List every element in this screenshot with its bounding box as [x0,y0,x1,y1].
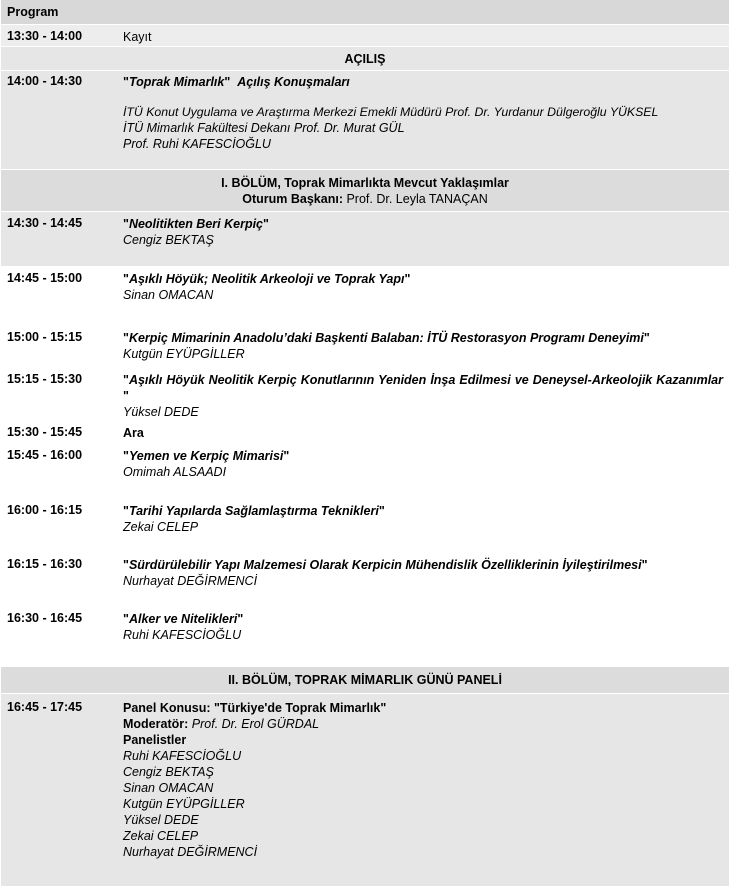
session-speaker: Yüksel DEDE [123,405,199,419]
moderator-label: Moderatör: [123,717,189,731]
session-speaker: Zekai CELEP [123,520,199,534]
session-speaker: Ruhi KAFESCİOĞLU [123,628,242,642]
panel-topic: "Türkiye'de Toprak Mimarlık" [214,701,387,715]
session-speaker: Nurhayat DEĞİRMENCİ [123,574,258,588]
schedule-row: 15:45 - 16:00 "Yemen ve Kerpiç Mimarisi" Omimah ALSAADI [1,445,729,500]
time-label: 16:00 - 16:15 [7,503,83,517]
program-header-row [1,0,729,25]
panelist-name: Sinan OMACAN [123,781,214,795]
moderator-name: Prof. Dr. Erol GÜRDAL [191,717,320,731]
session-title: Neolitikten Beri Kerpiç [128,217,264,231]
schedule-row: 14:45 - 15:00 "Aşıklı Höyük; Neolitik Arkeoloji ve Toprak Yapı" Sinan OMACAN [1,267,729,324]
session-title: Kerpiç Mimarinin Anadolu’daki Başkenti Balaban: İTÜ Restorasyon Programı Deneyimi [128,331,644,345]
schedule-row-opening [1,71,729,170]
time-label: 16:45 - 17:45 [7,700,83,714]
opening-speaker: İTÜ Mimarlık Fakültesi Dekanı Prof. Dr. Murat GÜL [123,121,405,135]
panelist-name: Kutgün EYÜPGİLLER [123,797,245,811]
schedule-row: 16:00 - 16:15 "Tarihi Yapılarda Sağlamlaştırma Teknikleri" Zekai CELEP [1,500,729,553]
time-label: 15:30 - 15:45 [7,425,83,439]
kayit-text: Kayıt [123,30,152,44]
session-speaker: Kutgün EYÜPGİLLER [123,347,245,361]
time-label: 15:15 - 15:30 [7,372,83,386]
session-title: Yemen ve Kerpiç Mimarisi [128,449,284,463]
session-speaker: Omimah ALSAADI [123,465,227,479]
opening-subtitle: Açılış Konuşmaları [237,75,350,89]
schedule-row-panel [1,694,729,886]
panelist-name: Ruhi KAFESCİOĞLU [123,749,242,763]
session-title: Sürdürülebilir Yapı Malzemesi Olarak Kerpicin Mühendislik Özelliklerinin İyileştirilmesi [128,558,642,572]
time-label: 16:30 - 16:45 [7,611,83,625]
opening-heading-row [1,47,729,71]
session-title: Aşıklı Höyük Neolitik Kerpiç Konutlarının Yeniden İnşa Edilmesi ve Deneysel-Arkeolojik Kazanımlar [128,373,723,387]
panelist-name: Nurhayat DEĞİRMENCİ [123,845,258,859]
program-table [1,0,729,886]
opening-speaker: Prof. Ruhi KAFESCİOĞLU [123,137,271,151]
time-label: 14:45 - 15:00 [7,271,83,285]
time-label: 15:00 - 15:15 [7,330,83,344]
section2-heading: II. BÖLÜM, TOPRAK MİMARLIK GÜNÜ PANELİ [228,673,502,687]
schedule-row: 14:30 - 14:45 "Neolitikten Beri Kerpiç" Cengiz BEKTAŞ [1,212,729,267]
time-label: 15:45 - 16:00 [7,448,83,462]
opening-heading: AÇILIŞ [344,52,386,66]
session-title: Tarihi Yapılarda Sağlamlaştırma Teknikleri [128,504,379,518]
opening-title: Toprak Mimarlık [128,75,225,89]
session-title: Aşıklı Höyük; Neolitik Arkeoloji ve Toprak Yapı [128,272,405,286]
section1-heading-row [1,170,729,212]
section1-title: I. BÖLÜM, Toprak Mimarlıkta Mevcut Yaklaşımlar [221,176,509,190]
chair-label: Oturum Başkanı: [242,192,343,206]
schedule-row: 16:30 - 16:45 "Alker ve Nitelikleri" Ruhi KAFESCİOĞLU [1,607,729,667]
schedule-row-kayit [1,25,729,47]
schedule-row: 15:00 - 15:15 "Kerpiç Mimarinin Anadolu’daki Başkenti Balaban: İTÜ Restorasyon Programı Deneyimi" Kutgün EYÜPGİLLER [1,324,729,367]
time-label: 16:15 - 16:30 [7,557,83,571]
program-label: Program [7,5,59,19]
panelist-name: Zekai CELEP [123,829,199,843]
panelist-name: Yüksel DEDE [123,813,199,827]
session-title: Alker ve Nitelikleri [128,612,238,626]
panelists-label: Panelistler [123,733,187,747]
panelist-name: Cengiz BEKTAŞ [123,765,214,779]
schedule-row-break [1,421,729,445]
schedule-row: 16:15 - 16:30 "Sürdürülebilir Yapı Malzemesi Olarak Kerpicin Mühendislik Özelliklerinin İyileştirilmesi" Nurhayat DEĞİRMENCİ [1,553,729,607]
opening-speaker: İTÜ Konut Uygulama ve Araştırma Merkezi Emekli Müdürü Prof. Dr. Yurdanur Dülgeroğlu YÜKSEL [123,105,659,119]
panel-content [123,700,723,860]
section2-heading-row [1,667,729,694]
chair-name: Prof. Dr. Leyla TANAÇAN [346,192,488,206]
time-label: 14:00 - 14:30 [7,74,83,88]
time-label: 14:30 - 14:45 [7,216,83,230]
session-speaker: Sinan OMACAN [123,288,214,302]
opening-content: "Toprak Mimarlık" Açılış Konuşmaları İTÜ Konut Uygulama ve Araştırma Merkezi Emekli Müdürü Prof. Dr. Yurdanur Dülgeroğlu YÜKSEL İTÜ Mimarlık Fakültesi Dekanı Prof. Dr. Murat GÜL Prof. Ruhi KAFESCİOĞLU [123,74,723,152]
time-label: 13:30 - 14:00 [7,29,83,43]
schedule-row: 15:15 - 15:30 "Aşıklı Höyük Neolitik Kerpiç Konutlarının Yeniden İnşa Edilmesi ve Deneysel-Arkeolojik Kazanımlar " Yüksel DEDE [1,367,729,421]
break-label: Ara [123,426,144,440]
section1-heading [1,170,729,207]
session-speaker: Cengiz BEKTAŞ [123,233,214,247]
panel-topic-label: Panel Konusu: [123,701,211,715]
